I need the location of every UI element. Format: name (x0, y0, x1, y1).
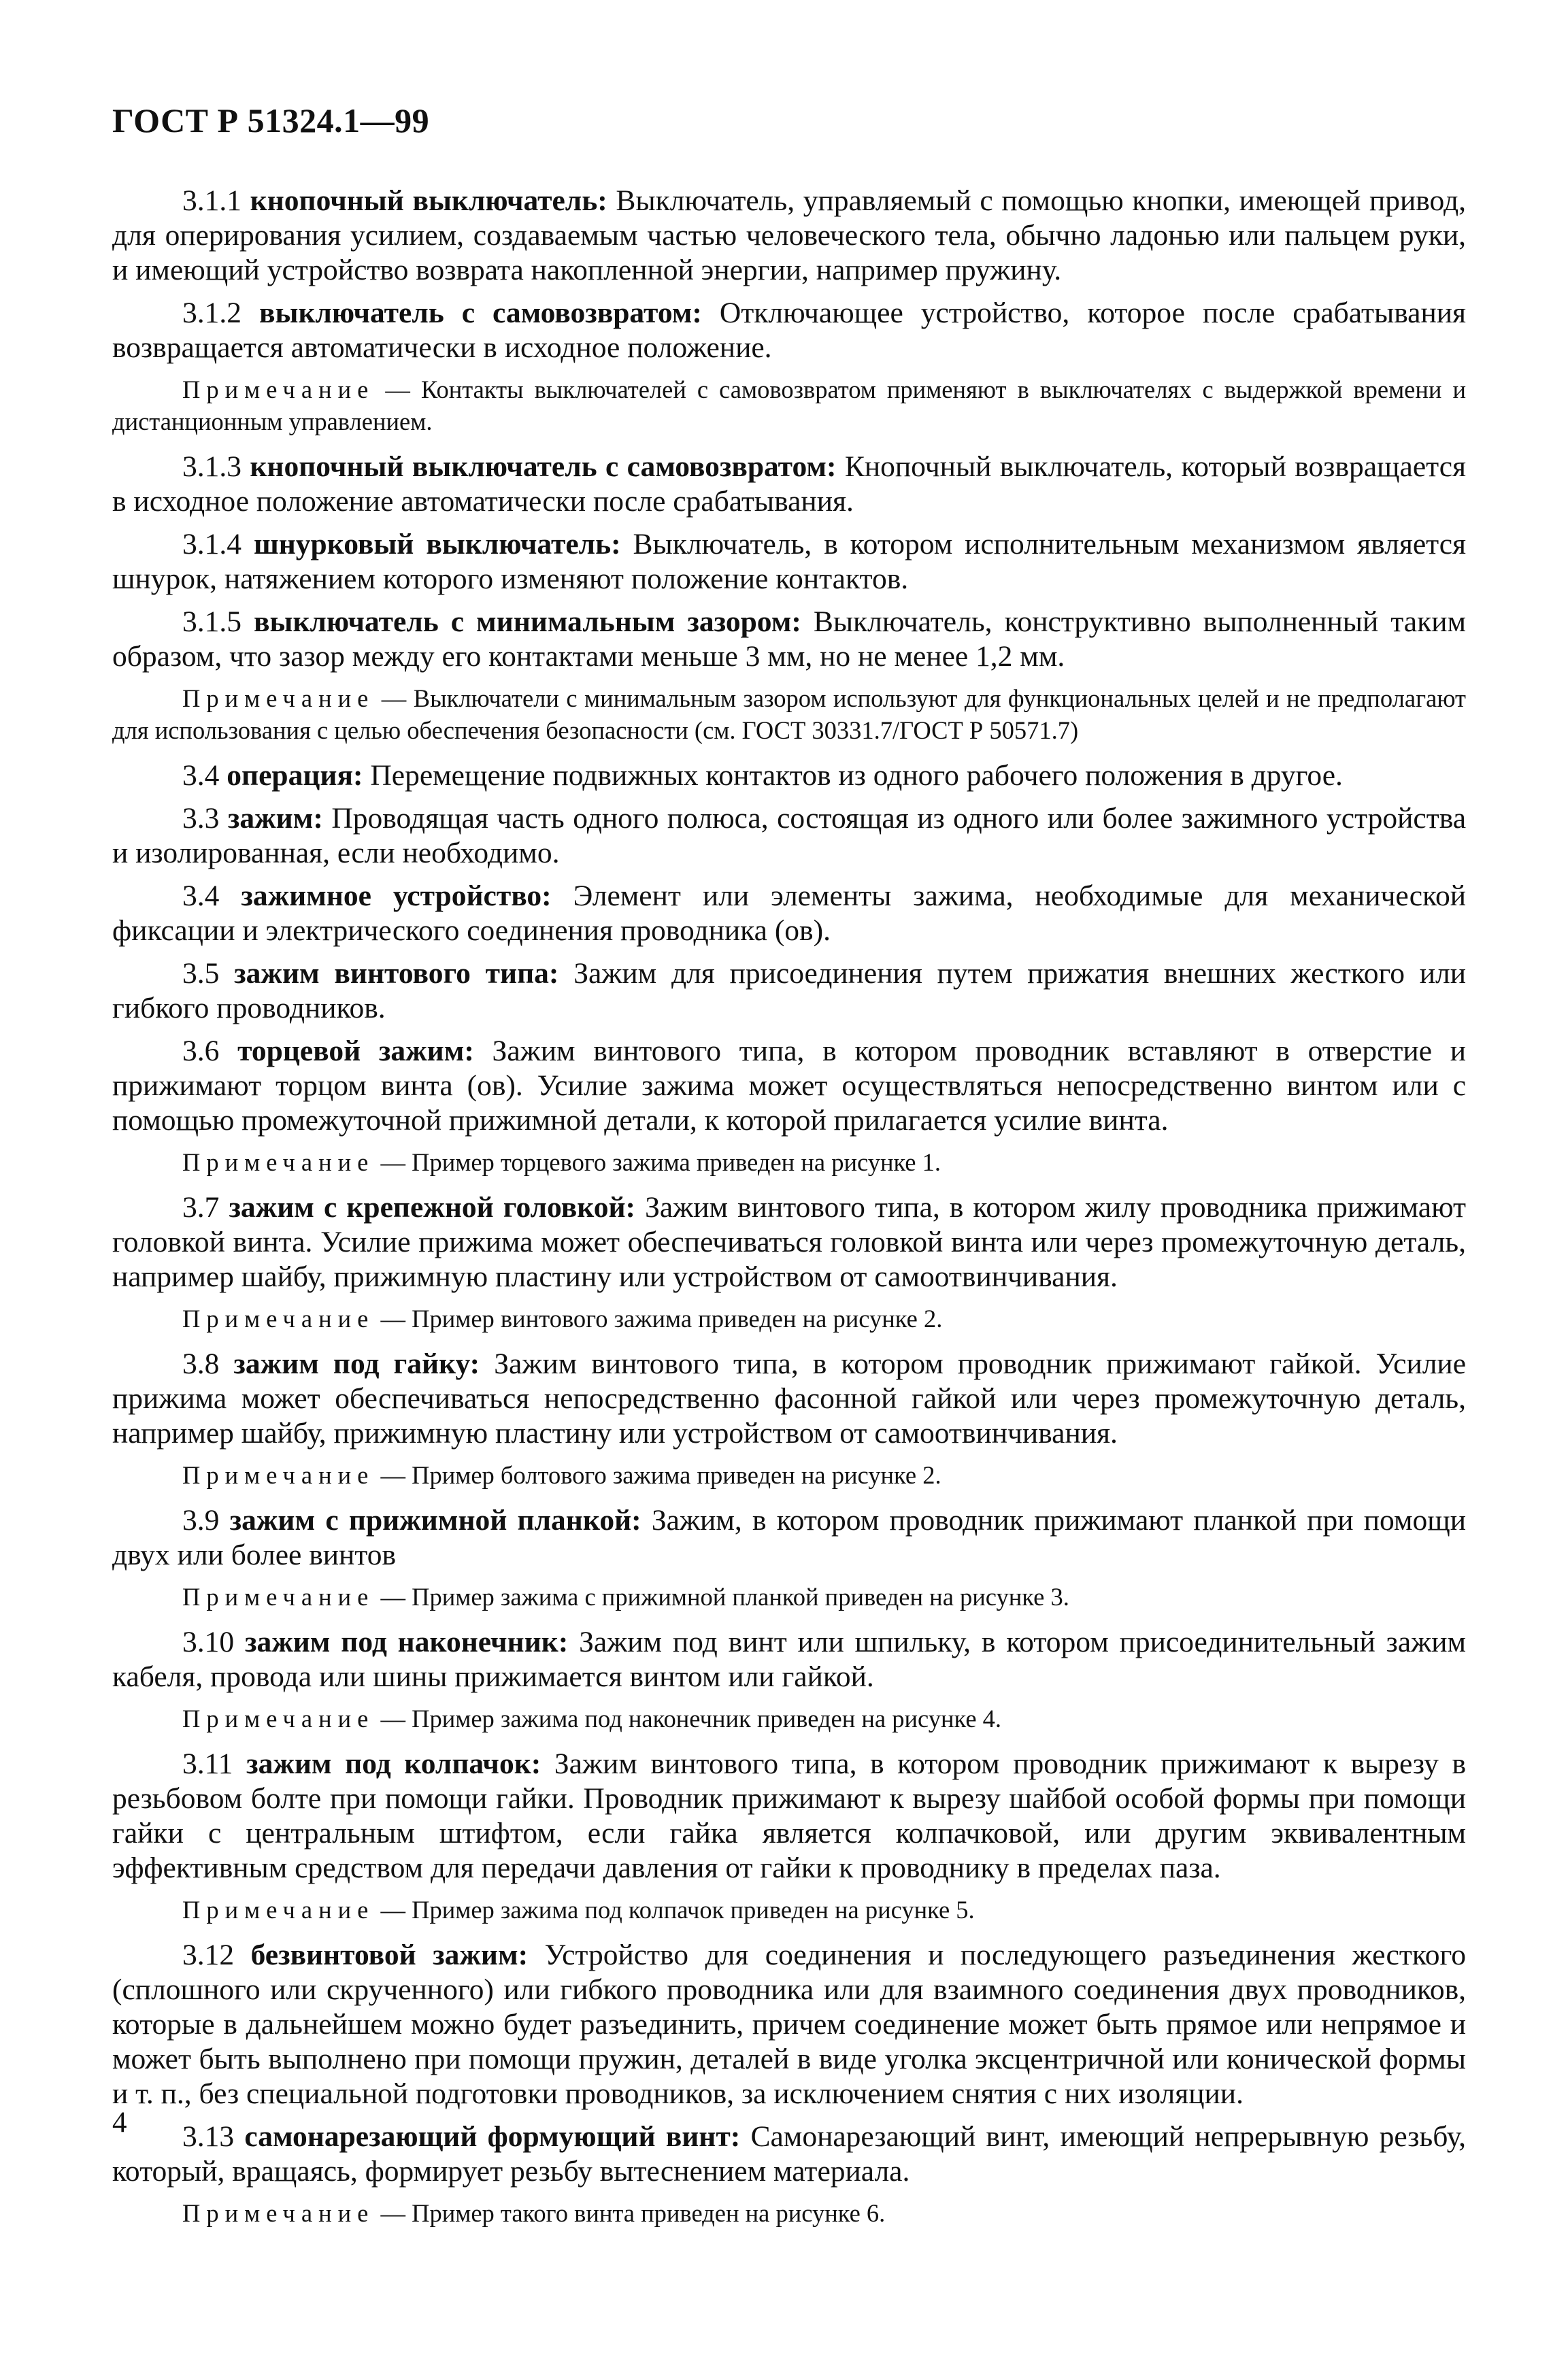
defined-term: зажим под наконечник: (244, 1626, 569, 1658)
definition-text: Зажим винтового типа, в котором проводник прижимают гайкой. Усилие прижима может обеспечиваться непосредственно фасонной гайкой или через промежуточную деталь, например шайбу, прижимную пластину или устройством от самоотвинчивания. (112, 1348, 1467, 1450)
definition-text: Выключатель, управляемый с помощью кнопки, имеющей привод, для оперирования усилием, создаваемым частью человеческого тела, обычно ладонью или пальцем руки, и имеющий устройство возврата накопленной энергии, например пружину. (112, 184, 1467, 286)
note-paragraph (112, 1146, 1466, 1178)
defined-term: выключатель с самовозвратом: (258, 297, 702, 329)
defined-term: кнопочный выключатель с самовозвратом: (250, 450, 837, 483)
note-text: Пример такого винта приведен на рисунке 6. (412, 2199, 886, 2227)
defined-term: шнурковый выключатель: (253, 528, 621, 561)
definition-text: Выключатель, в котором исполнительным механизмом является шнурок, натяжением которого изменяют положение контактов. (112, 528, 1467, 595)
clause-number: 3.10 (182, 1626, 235, 1658)
definition-paragraph (112, 605, 1466, 674)
note-dash: — (374, 1148, 412, 1176)
definition-text: Проводящая часть одного полюса, состоящая из одного или более зажимного устройства и изолированная, если необходимо. (112, 802, 1467, 869)
definition-text: Зажим винтового типа, в котором проводник вставляют в отверстие и прижимают торцом винта (ов). Усилие зажима может осуществляться непосредственно винтом или с помощью промежуточной прижимной детали, к которой прилагается усилие винта. (112, 1035, 1466, 1137)
clause-number: 3.3 (182, 802, 220, 835)
note-dash: — (374, 1461, 412, 1489)
note-label: Примечание (182, 1583, 375, 1611)
note-text: Пример зажима под колпачок приведен на рисунке 5. (412, 1896, 975, 1924)
note-label: Примечание (182, 1305, 375, 1333)
clause-number: 3.1.1 (182, 184, 241, 217)
defined-term: зажим под колпачок: (246, 1747, 541, 1780)
note-dash: — (374, 684, 414, 712)
clause-number: 3.6 (182, 1035, 220, 1067)
definition-text: Самонарезающий винт, имеющий непрерывную резьбу, который, вращаясь, формирует резьбу вытеснением материала. (112, 2120, 1466, 2188)
clause-number: 3.4 (182, 759, 220, 792)
note-label: Примечание (182, 1148, 375, 1176)
note-label: Примечание (182, 1461, 375, 1489)
note-dash: — (374, 1896, 412, 1924)
definition-paragraph (112, 296, 1466, 365)
note-dash: — (374, 1705, 412, 1733)
definition-paragraph (112, 527, 1466, 597)
note-label: Примечание (182, 1705, 375, 1733)
note-dash: — (374, 1305, 412, 1333)
note-dash: — (374, 2199, 412, 2227)
definition-paragraph (112, 1938, 1466, 2111)
definition-paragraph (112, 1747, 1466, 1886)
definition-paragraph (112, 450, 1466, 519)
clause-number: 3.8 (182, 1348, 220, 1380)
note-paragraph (112, 1581, 1466, 1613)
document-header: ГОСТ Р 51324.1—99 (112, 101, 430, 139)
clause-number: 3.9 (182, 1504, 220, 1537)
clause-number: 3.1.3 (182, 450, 241, 483)
note-paragraph (112, 1459, 1466, 1491)
clause-number: 3.13 (182, 2120, 235, 2153)
note-text: Пример торцевого зажима приведен на рисунке 1. (412, 1148, 941, 1176)
note-dash: — (374, 1583, 412, 1611)
defined-term: операция: (227, 759, 363, 792)
note-label: Примечание (182, 2199, 375, 2227)
definition-text: Элемент или элементы зажима, необходимые для механической фиксации и электрического соединения проводника (ов). (112, 880, 1467, 947)
note-paragraph (112, 1703, 1466, 1735)
note-paragraph (112, 682, 1466, 746)
note-paragraph (112, 2197, 1466, 2229)
definition-text: Зажим винтового типа, в котором проводник прижимают к вырезу в резьбовом болте при помощи гайки. Проводник прижимают к вырезу шайбой особой формы при помощи гайки с центральным штифтом, если гайка является колпачковой, или другим эквивалентным эффективным средством для передачи давления от гайки к проводнику в пределах паза. (112, 1747, 1467, 1884)
definition-paragraph (112, 1190, 1466, 1294)
definition-paragraph (112, 956, 1466, 1026)
note-label: Примечание (182, 1896, 375, 1924)
defined-term: зажим под гайку: (233, 1348, 480, 1380)
clause-number: 3.1.4 (182, 528, 241, 561)
note-text: Контакты выключателей с самовозвратом применяют в выключателях с выдержкой времени и дистанционным управлением. (112, 375, 1466, 435)
definition-text: Зажим под винт или шпильку, в котором присоединительный зажим кабеля, провода или шины прижимается винтом или гайкой. (112, 1626, 1467, 1693)
defined-term: зажим винтового типа: (234, 957, 559, 990)
definition-paragraph (112, 1503, 1466, 1573)
note-text: Пример болтового зажима приведен на рисунке 2. (412, 1461, 941, 1489)
note-text: Пример винтового зажима приведен на рисунке 2. (412, 1305, 943, 1333)
clause-number: 3.4 (182, 880, 220, 912)
note-text: Пример зажима под наконечник приведен на рисунке 4. (412, 1705, 1002, 1733)
definition-paragraph (112, 1625, 1466, 1694)
defined-term: зажим: (227, 802, 323, 835)
note-paragraph (112, 1894, 1466, 1926)
defined-term: кнопочный выключатель: (250, 184, 607, 217)
note-paragraph (112, 373, 1466, 437)
definition-text: Зажим для присоединения путем прижатия внешних жесткого или гибкого проводников. (112, 957, 1467, 1024)
definition-text: Выключатель, конструктивно выполненный таким образом, что зазор между его контактами меньше 3 мм, но не менее 1,2 мм. (112, 605, 1467, 673)
defined-term: зажим с крепежной головкой: (229, 1191, 635, 1224)
definition-text: Устройство для соединения и последующего разъединения жесткого (сплошного или скрученного) или гибкого проводника или для взаимного соединения двух проводников, которые в дальнейшем можно будет разъединить, причем соединение может быть прямое или непрямое и может быть выполнено при помощи пружин, деталей в виде уголка эксцентричной или конической формы и т. п., без специальной подготовки проводников, за исключением снятия с них изоляции. (112, 1939, 1467, 2110)
note-label: Примечание (182, 684, 375, 712)
page-number: 4 (112, 2107, 127, 2139)
definition-text: Кнопочный выключатель, который возвращается в исходное положение автоматически после срабатывания. (112, 450, 1467, 518)
definition-text: Отключающее устройство, которое после срабатывания возвращается автоматически в исходное положение. (112, 297, 1467, 364)
defined-term: зажимное устройство: (241, 880, 552, 912)
definition-paragraph (112, 879, 1466, 948)
definition-text: Зажим, в котором проводник прижимают планкой при помощи двух или более винтов (112, 1504, 1467, 1571)
definition-paragraph (112, 1034, 1466, 1138)
definition-paragraph (112, 1347, 1466, 1451)
clause-number: 3.11 (182, 1747, 233, 1780)
defined-term: зажим с прижимной планкой: (229, 1504, 641, 1537)
document-body (112, 184, 1466, 2241)
definition-text: Зажим винтового типа, в котором жилу проводника прижимают головкой винта. Усилие прижима может обеспечиваться головкой винта или через промежуточную деталь, например шайбу, прижимную пластину или устройством от самоотвинчивания. (112, 1191, 1467, 1293)
definition-paragraph (112, 758, 1466, 793)
clause-number: 3.5 (182, 957, 220, 990)
definition-text: Перемещение подвижных контактов из одного рабочего положения в другое. (370, 759, 1343, 792)
clause-number: 3.12 (182, 1939, 235, 1971)
definition-paragraph (112, 801, 1466, 871)
clause-number: 3.1.5 (182, 605, 241, 638)
definition-paragraph (112, 2120, 1466, 2189)
note-label: Примечание (182, 375, 375, 403)
note-paragraph (112, 1303, 1466, 1335)
defined-term: безвинтовой зажим: (250, 1939, 529, 1971)
defined-term: торцевой зажим: (237, 1035, 474, 1067)
clause-number: 3.7 (182, 1191, 220, 1224)
note-dash: — (374, 375, 421, 403)
clause-number: 3.1.2 (182, 297, 241, 329)
note-text: Пример зажима с прижимной планкой приведен на рисунке 3. (412, 1583, 1069, 1611)
defined-term: выключатель с минимальным зазором: (254, 605, 801, 638)
note-text: Выключатели с минимальным зазором используют для функциональных целей и не предполагают для использования с целью обеспечения безопасности (см. ГОСТ 30331.7/ГОСТ Р 50571.7) (112, 684, 1467, 744)
definition-paragraph (112, 184, 1466, 288)
defined-term: самонарезающий формующий винт: (244, 2120, 741, 2153)
